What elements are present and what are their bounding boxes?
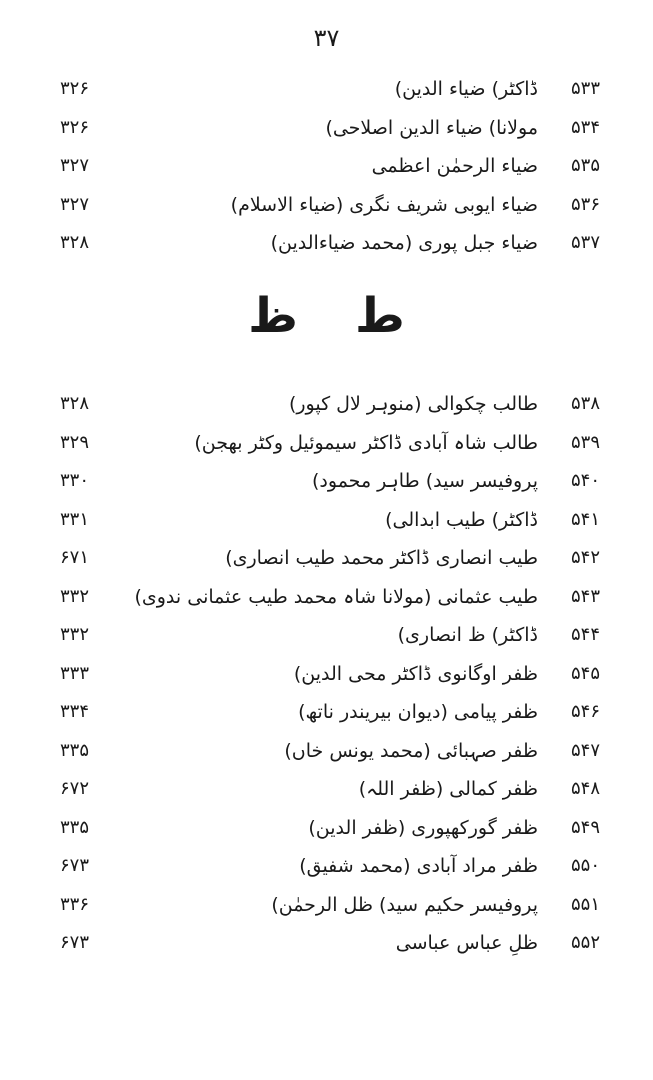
index-entry [60,616,600,655]
entry-name: طالب شاہ آبادی ڈاکٹر سیموئیل وکٹر بھجن) [194,431,538,454]
entry-serial: ۵۳۹ [570,431,600,453]
entry-page-number: ۳۳۰ [60,470,90,491]
index-entry [60,847,600,886]
entry-serial: ۵۴۷ [570,739,600,761]
entry-name: ضیاء جبل پوری (محمد ضیاءالدین) [270,232,538,254]
entry-serial: ۵۴۰ [570,470,600,491]
entry-name: طیب عثمانی (مولانا شاہ محمد طیب عثمانی ندوی) [134,585,538,608]
index-entry [60,147,600,186]
index-entry [60,70,600,109]
entry-page-number: ۳۳۵ [60,816,90,838]
entry-name: ظفر مراد آبادی (محمد شفیق) [299,855,538,877]
page-number: ۳۷ [313,24,340,52]
entry-serial: ۵۳۶ [570,193,600,215]
index-list-section-one [60,70,600,263]
entry-serial: ۵۵۱ [570,893,600,915]
entry-serial: ۵۴۱ [570,508,600,530]
entry-name: طالب چکوالی (منوہر لال کپور) [288,393,538,415]
index-entry [60,462,600,501]
entry-page-number: ۳۲۸ [60,393,90,414]
index-entry [60,693,600,732]
entry-name: ضیاء الرحمٰن اعظمی [371,155,538,177]
entry-name: ظفر کمالی (ظفر اللہ) [358,778,538,800]
entry-page-number: ۳۳۴ [60,701,90,722]
entry-serial: ۵۳۷ [570,232,600,253]
index-entry [60,655,600,694]
index-entry [60,770,600,809]
entry-name: ظفر صہبائی (محمد یونس خاں) [284,739,538,762]
entry-name: ڈاکٹر) ظ انصاری) [397,624,538,646]
entry-serial: ۵۴۵ [570,662,600,684]
entry-page-number: ۳۲۸ [60,232,90,253]
entry-page-number: ۳۲۶ [60,78,90,99]
entry-page-number: ۳۲۷ [60,155,90,176]
section-letter-toe: ط [355,288,405,344]
section-letter-heading [0,288,653,344]
entry-name: مولانا) ضیاء الدین اصلاحی) [325,116,538,139]
entry-page-number: ۶۷۳ [60,932,90,953]
index-entry [60,385,600,424]
index-entry [60,501,600,540]
index-entry [60,732,600,771]
entry-serial: ۵۴۹ [570,816,600,838]
entry-serial: ۵۳۳ [570,78,600,99]
index-entry [60,186,600,225]
entry-serial: ۵۴۲ [570,547,600,568]
entry-page-number: ۳۲۷ [60,193,90,215]
entry-serial: ۵۴۳ [570,585,600,607]
entry-serial: ۵۴۶ [570,701,600,722]
entry-name: ظفر گورکھپوری (ظفر الدین) [308,816,538,839]
entry-page-number: ۳۳۱ [60,508,90,530]
entry-page-number: ۶۷۳ [60,855,90,876]
index-entry [60,809,600,848]
entry-page-number: ۶۷۲ [60,778,90,799]
index-entry [60,886,600,925]
entry-page-number: ۳۲۹ [60,431,90,453]
entry-page-number: ۳۳۳ [60,662,90,684]
index-entry [60,109,600,148]
entry-name: پروفیسر حکیم سید) ظل الرحمٰن) [271,893,538,916]
entry-name: ظلِ عباس عباسی [395,932,538,954]
entry-page-number: ۳۳۲ [60,624,90,645]
entry-name: طیب انصاری ڈاکٹر محمد طیب انصاری) [225,547,538,569]
entry-serial: ۵۵۲ [570,932,600,953]
entry-name: ظفر پیامی (دیوان بیریندر ناتھ) [298,701,538,723]
entry-page-number: ۳۳۵ [60,739,90,761]
entry-serial: ۵۳۴ [570,116,600,138]
index-entry [60,578,600,617]
entry-name: پروفیسر سید) طاہر محمود) [312,470,538,492]
entry-name: ڈاکٹر) طیب ابدالی) [385,508,538,531]
index-entry [60,539,600,578]
entry-name: ڈاکٹر) ضیاء الدین) [394,78,538,100]
entry-serial: ۵۳۵ [570,155,600,176]
index-entry [60,224,600,263]
entry-name: ظفر اوگانوی ڈاکٹر محی الدین) [293,662,538,685]
entry-serial: ۵۳۸ [570,393,600,414]
entry-serial: ۵۴۴ [570,624,600,645]
section-letter-zoe: ظ [248,288,298,344]
entry-page-number: ۳۳۲ [60,585,90,607]
entry-name: ضیاء ایوبی شریف نگری (ضیاء الاسلام) [230,193,538,216]
entry-serial: ۵۵۰ [570,855,600,876]
entry-page-number: ۳۳۶ [60,893,90,915]
index-entry [60,924,600,963]
entry-page-number: ۳۲۶ [60,116,90,138]
index-list-section-two [60,385,600,963]
entry-page-number: ۶۷۱ [60,547,90,568]
index-entry [60,424,600,463]
entry-serial: ۵۴۸ [570,778,600,799]
